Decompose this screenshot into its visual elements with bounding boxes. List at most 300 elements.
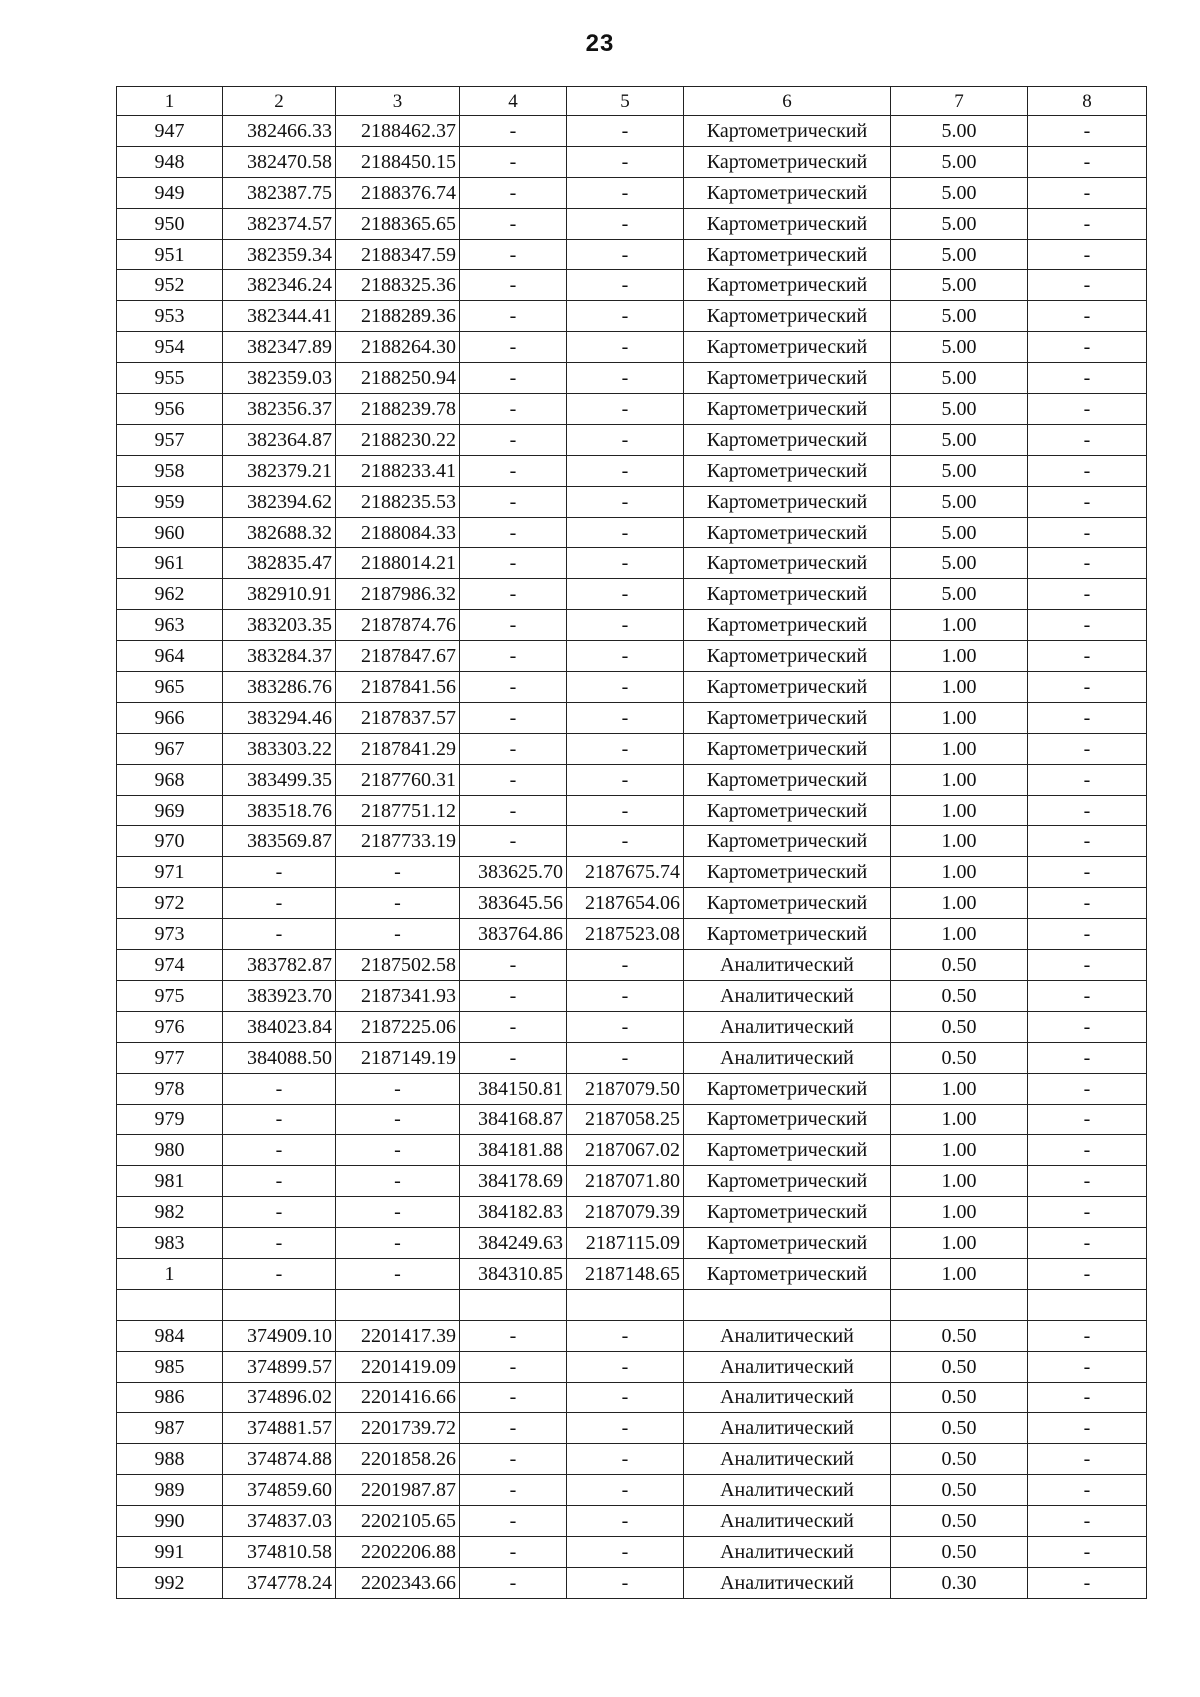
table-cell: 374881.57 [223,1413,336,1444]
table-cell: Картометрический [684,1135,891,1166]
table-cell [460,1289,567,1320]
column-header: 2 [223,87,336,116]
table-row [117,301,1147,332]
table-cell: - [1028,146,1147,177]
table-cell: - [1028,270,1147,301]
table-cell: Аналитический [684,1444,891,1475]
table-cell: - [567,1042,684,1073]
table-cell: 2187841.56 [336,672,460,703]
table-cell: - [223,857,336,888]
table-cell: - [1028,702,1147,733]
table-cell: Картометрический [684,919,891,950]
table-cell: 382470.58 [223,146,336,177]
table-row [117,1320,1147,1351]
table-cell: 957 [117,424,223,455]
table-row [117,1382,1147,1413]
table-row [117,486,1147,517]
table-cell: 2187502.58 [336,950,460,981]
table-cell: Картометрический [684,177,891,208]
table-cell: 382387.75 [223,177,336,208]
table-cell: - [567,301,684,332]
table-cell: - [1028,486,1147,517]
table-cell: - [1028,1197,1147,1228]
table-cell: - [1028,1042,1147,1073]
table-cell: - [460,517,567,548]
table-cell: - [1028,239,1147,270]
table-cell [567,1289,684,1320]
table-row [117,517,1147,548]
column-header: 3 [336,87,460,116]
table-row [117,980,1147,1011]
table-cell: 384023.84 [223,1011,336,1042]
table-cell: 2188264.30 [336,332,460,363]
table-cell: - [460,424,567,455]
table-cell: - [567,1475,684,1506]
table-cell: Картометрический [684,1197,891,1228]
table-cell: 1.00 [891,1166,1028,1197]
table-cell: 974 [117,950,223,981]
table-cell: - [460,764,567,795]
table-row [117,795,1147,826]
table-cell: 968 [117,764,223,795]
table-row [117,1135,1147,1166]
table-row [117,363,1147,394]
table-cell: - [460,146,567,177]
table-cell: 384150.81 [460,1073,567,1104]
table-cell: 2187654.06 [567,888,684,919]
table-cell: - [567,394,684,425]
table-row [117,424,1147,455]
table-row [117,1258,1147,1289]
table-cell: - [460,610,567,641]
table-cell: 964 [117,641,223,672]
table-row [117,1351,1147,1382]
table-cell: - [223,1104,336,1135]
table-cell: - [223,1197,336,1228]
table-cell: - [567,950,684,981]
table-cell: - [1028,672,1147,703]
table-cell: - [460,394,567,425]
table-cell: - [567,1567,684,1598]
table-cell: 384178.69 [460,1166,567,1197]
table-cell: 982 [117,1197,223,1228]
table-cell: 383782.87 [223,950,336,981]
table-cell: - [1028,517,1147,548]
table-cell: 2188233.41 [336,455,460,486]
table-cell: - [460,733,567,764]
page-number: 23 [585,30,615,57]
table-cell: - [336,1258,460,1289]
table-cell: 382347.89 [223,332,336,363]
table-cell: - [1028,332,1147,363]
table-cell: 979 [117,1104,223,1135]
table-cell: 1.00 [891,1073,1028,1104]
table-cell: - [1028,548,1147,579]
table-row [117,177,1147,208]
table-cell: Картометрический [684,826,891,857]
table-cell: 971 [117,857,223,888]
table-cell: 374778.24 [223,1567,336,1598]
table-cell: Картометрический [684,672,891,703]
table-cell: 2187067.02 [567,1135,684,1166]
table-cell: Картометрический [684,1166,891,1197]
table-cell: - [223,1258,336,1289]
table-cell: 2188347.59 [336,239,460,270]
table-cell: - [1028,1382,1147,1413]
table-cell: - [567,1351,684,1382]
table-cell: 382394.62 [223,486,336,517]
table-cell: 2188014.21 [336,548,460,579]
table-cell: 1.00 [891,702,1028,733]
table-cell: 2187874.76 [336,610,460,641]
table-cell: 969 [117,795,223,826]
table-cell: - [1028,1320,1147,1351]
table-cell: 2188289.36 [336,301,460,332]
table-cell: 970 [117,826,223,857]
table-cell: 0.50 [891,1011,1028,1042]
table-cell: Картометрический [684,301,891,332]
table-cell: 5.00 [891,208,1028,239]
table-cell: Аналитический [684,1351,891,1382]
table-cell: 991 [117,1536,223,1567]
table-cell: 382364.87 [223,424,336,455]
table-cell: - [460,1444,567,1475]
table-row [117,950,1147,981]
table-cell: - [336,888,460,919]
table-cell: 2187675.74 [567,857,684,888]
table-row [117,1228,1147,1259]
table-cell: - [1028,301,1147,332]
table-cell: 947 [117,116,223,147]
table-cell: Картометрический [684,146,891,177]
table-cell: - [567,795,684,826]
table-cell: - [1028,1073,1147,1104]
column-header: 4 [460,87,567,116]
table-cell: - [460,1011,567,1042]
table-cell: - [460,672,567,703]
table-cell: 2187986.32 [336,579,460,610]
table-cell: Картометрический [684,548,891,579]
table-cell: Картометрический [684,733,891,764]
table-row [117,332,1147,363]
table-cell: - [567,1444,684,1475]
table-cell: - [567,424,684,455]
table-cell: - [1028,1444,1147,1475]
table-row [117,1073,1147,1104]
table-cell: - [567,1536,684,1567]
table-cell: Аналитический [684,1567,891,1598]
table-cell: 961 [117,548,223,579]
table-cell: - [567,270,684,301]
table-cell: 989 [117,1475,223,1506]
table-cell: 382344.41 [223,301,336,332]
table-cell: 975 [117,980,223,1011]
table-cell: - [460,1351,567,1382]
table-cell: 382466.33 [223,116,336,147]
table-cell: - [460,1320,567,1351]
table-cell: 374896.02 [223,1382,336,1413]
table-cell: - [567,579,684,610]
table-cell: - [460,270,567,301]
table-row [117,1197,1147,1228]
table-cell: 2188084.33 [336,517,460,548]
table-cell: - [567,1320,684,1351]
table-cell: 966 [117,702,223,733]
table-cell: - [460,1042,567,1073]
table-row [117,1444,1147,1475]
table-cell: - [1028,363,1147,394]
table-cell [684,1289,891,1320]
table-cell: 2201419.09 [336,1351,460,1382]
table-cell: Аналитический [684,950,891,981]
table-cell: Картометрический [684,888,891,919]
table-cell: - [567,641,684,672]
table-cell: - [567,208,684,239]
table-cell: 0.50 [891,980,1028,1011]
table-cell: - [1028,764,1147,795]
table-row [117,270,1147,301]
table-cell: 2201417.39 [336,1320,460,1351]
table-cell: - [567,980,684,1011]
table-cell: - [460,826,567,857]
table-cell: 1.00 [891,610,1028,641]
table-cell: 2187225.06 [336,1011,460,1042]
table-cell: 382374.57 [223,208,336,239]
table-cell: 954 [117,332,223,363]
table-cell: - [567,363,684,394]
table-cell: - [223,1228,336,1259]
table-cell: 988 [117,1444,223,1475]
table-cell: 2201416.66 [336,1382,460,1413]
table-cell: 2187148.65 [567,1258,684,1289]
table-cell: 383286.76 [223,672,336,703]
table-cell: 960 [117,517,223,548]
table-cell: 2201987.87 [336,1475,460,1506]
table-cell: 1.00 [891,857,1028,888]
table-cell: 2187079.50 [567,1073,684,1104]
table-cell: 2188365.65 [336,208,460,239]
table-cell: - [460,1475,567,1506]
table-row [117,1536,1147,1567]
table-cell: - [1028,177,1147,208]
table-cell: - [567,733,684,764]
table-cell: 984 [117,1320,223,1351]
table-cell: 967 [117,733,223,764]
table-row [117,1567,1147,1598]
table-cell: Аналитический [684,1475,891,1506]
table-cell: - [460,208,567,239]
table-cell: 383625.70 [460,857,567,888]
table-cell: 374859.60 [223,1475,336,1506]
table-cell: 952 [117,270,223,301]
table-cell: 951 [117,239,223,270]
table-row [117,394,1147,425]
table-cell: - [567,610,684,641]
table-cell: - [336,1104,460,1135]
table-cell: Аналитический [684,980,891,1011]
table-cell: - [460,455,567,486]
table-cell: - [460,363,567,394]
table-cell: - [460,579,567,610]
table-row [117,1166,1147,1197]
table-cell: - [567,826,684,857]
table-cell: 374810.58 [223,1536,336,1567]
table-cell: Аналитический [684,1506,891,1537]
table-cell: - [460,641,567,672]
table-cell: - [460,702,567,733]
table-cell: 2188450.15 [336,146,460,177]
table-cell: - [1028,1413,1147,1444]
table-cell: Картометрический [684,517,891,548]
table-cell: - [1028,455,1147,486]
table-cell: 2187847.67 [336,641,460,672]
table-cell: - [1028,733,1147,764]
table-row [117,208,1147,239]
table-cell: - [460,1382,567,1413]
table-cell: - [223,888,336,919]
table-cell: 5.00 [891,517,1028,548]
table-cell: Аналитический [684,1536,891,1567]
table-cell: 2187058.25 [567,1104,684,1135]
table-cell: - [567,1011,684,1042]
table-cell: Картометрический [684,702,891,733]
table-cell: 5.00 [891,486,1028,517]
table-cell: 986 [117,1382,223,1413]
table-cell: - [1028,641,1147,672]
table-cell: 2202206.88 [336,1536,460,1567]
table-row [117,1289,1147,1320]
column-header: 8 [1028,87,1147,116]
table-cell: 2187760.31 [336,764,460,795]
table-cell: 983 [117,1228,223,1259]
table-cell: 2202105.65 [336,1506,460,1537]
table-cell: - [1028,888,1147,919]
table-cell: 374899.57 [223,1351,336,1382]
table-cell: - [460,1567,567,1598]
table-cell: Картометрический [684,764,891,795]
table-cell: 1.00 [891,641,1028,672]
table-row [117,919,1147,950]
table-cell: - [336,1228,460,1259]
table-cell: Аналитический [684,1011,891,1042]
table-cell: Картометрический [684,610,891,641]
table-cell: 2188239.78 [336,394,460,425]
table-cell: Картометрический [684,363,891,394]
table-cell: 1.00 [891,919,1028,950]
table-cell: Картометрический [684,857,891,888]
table-cell: - [1028,1506,1147,1537]
table-cell: 2201858.26 [336,1444,460,1475]
table-cell: - [460,177,567,208]
table-cell: - [567,239,684,270]
table-cell: 978 [117,1073,223,1104]
table-row [117,610,1147,641]
table-cell: Картометрический [684,394,891,425]
table-cell: Картометрический [684,208,891,239]
table-cell: 962 [117,579,223,610]
table-cell: - [223,1166,336,1197]
table-cell: - [1028,857,1147,888]
table-cell: 5.00 [891,270,1028,301]
table-cell: 374837.03 [223,1506,336,1537]
table-cell: 2202343.66 [336,1567,460,1598]
table-cell: 1.00 [891,733,1028,764]
table-cell: 1.00 [891,1135,1028,1166]
table-cell: - [1028,610,1147,641]
table-cell: 2187523.08 [567,919,684,950]
table-cell: 383518.76 [223,795,336,826]
table-cell: 1.00 [891,1104,1028,1135]
table-cell: - [223,1135,336,1166]
column-header: 5 [567,87,684,116]
table-cell: 973 [117,919,223,950]
table-cell: 382356.37 [223,394,336,425]
table-cell: - [336,1166,460,1197]
table-cell: 2187751.12 [336,795,460,826]
table-cell: - [1028,424,1147,455]
table-cell: - [567,517,684,548]
table-cell: 384088.50 [223,1042,336,1073]
table-row [117,239,1147,270]
table-cell: 382835.47 [223,548,336,579]
table-row [117,455,1147,486]
table-cell: - [460,116,567,147]
table-cell: 1.00 [891,1258,1028,1289]
table-cell: 5.00 [891,548,1028,579]
table-cell: - [460,795,567,826]
table-cell: - [460,1506,567,1537]
table-cell: 2188376.74 [336,177,460,208]
table-cell: - [460,239,567,270]
table-cell: 382359.34 [223,239,336,270]
table-cell: 382379.21 [223,455,336,486]
table-body [117,87,1147,1599]
table-cell: 384310.85 [460,1258,567,1289]
table-cell: 383294.46 [223,702,336,733]
table-cell: 1.00 [891,1197,1028,1228]
coordinates-table [116,86,1147,1599]
table-cell: 382688.32 [223,517,336,548]
table-cell: 0.30 [891,1567,1028,1598]
table-cell: 2187841.29 [336,733,460,764]
table-cell: Аналитический [684,1042,891,1073]
table-cell: - [336,1197,460,1228]
table-cell: Картометрический [684,116,891,147]
table-cell: - [1028,1228,1147,1259]
table-cell: 976 [117,1011,223,1042]
table-row [117,641,1147,672]
table-cell: 374874.88 [223,1444,336,1475]
table-cell: 5.00 [891,177,1028,208]
table-cell: 5.00 [891,239,1028,270]
table-cell: 981 [117,1166,223,1197]
table-cell: 1 [117,1258,223,1289]
table-cell: - [223,1073,336,1104]
table-cell: 1.00 [891,888,1028,919]
table-row [117,764,1147,795]
table-cell: 980 [117,1135,223,1166]
table-cell: Картометрический [684,332,891,363]
table-cell: 958 [117,455,223,486]
table-cell: 992 [117,1567,223,1598]
table-row [117,146,1147,177]
table-cell: 383303.22 [223,733,336,764]
table-cell: - [1028,795,1147,826]
table-cell: 383203.35 [223,610,336,641]
table-cell: 0.50 [891,1042,1028,1073]
column-header: 7 [891,87,1028,116]
table-row [117,1506,1147,1537]
